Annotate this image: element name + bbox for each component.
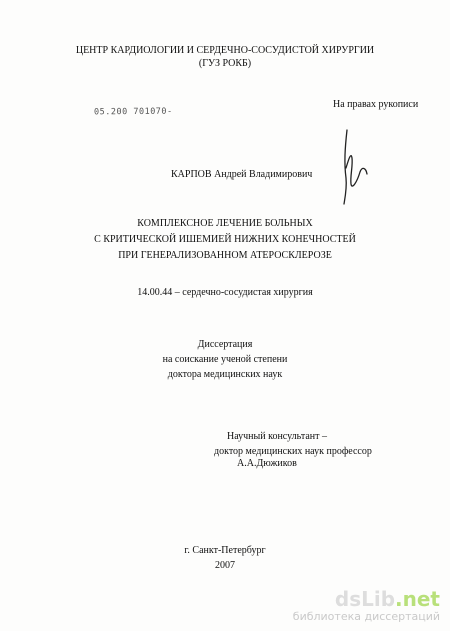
dslib-caption: библиотека диссертаций	[292, 610, 440, 623]
thesis-title-line-2: С КРИТИЧЕСКОЙ ИШЕМИЕЙ НИЖНИХ КОНЕЧНОСТЕЙ	[94, 234, 356, 245]
degree-level: доктора медицинских наук	[167, 369, 283, 380]
institution-name: ЦЕНТР КАРДИОЛОГИИ И СЕРДЕЧНО-СОСУДИСТОЙ ХИРУРГИИ	[75, 45, 375, 56]
publication-year: 2007	[215, 560, 235, 571]
advisor-label: Научный консультант –	[227, 431, 327, 442]
manuscript-rights-note: На правах рукописи	[333, 99, 419, 110]
specialty-code: 14.00.44 – сердечно-сосудистая хирургия	[137, 287, 313, 298]
advisor-rank: доктор медицинских наук профессор	[214, 446, 372, 457]
dslib-logo: dsLib.net	[334, 587, 440, 611]
institution-abbreviation: (ГУЗ РОКБ)	[198, 58, 252, 69]
thesis-title-line-3: ПРИ ГЕНЕРАЛИЗОВАННОМ АТЕРОСКЛЕРОЗЕ	[118, 250, 332, 261]
signature	[333, 128, 373, 206]
dslib-watermark	[293, 588, 440, 623]
document-type: Диссертация	[197, 339, 253, 350]
degree-purpose: на соискание ученой степени	[162, 354, 288, 365]
author-name: КАРПОВ Андрей Владимирович	[171, 169, 313, 180]
publication-place: г. Санкт-Петербург	[184, 545, 266, 556]
thesis-title-line-1: КОМПЛЕКСНОЕ ЛЕЧЕНИЕ БОЛЬНЫХ	[137, 218, 313, 229]
registration-stamp: 05.200 701070-	[93, 106, 173, 118]
advisor-name: А.А.Дюжиков	[237, 458, 297, 469]
